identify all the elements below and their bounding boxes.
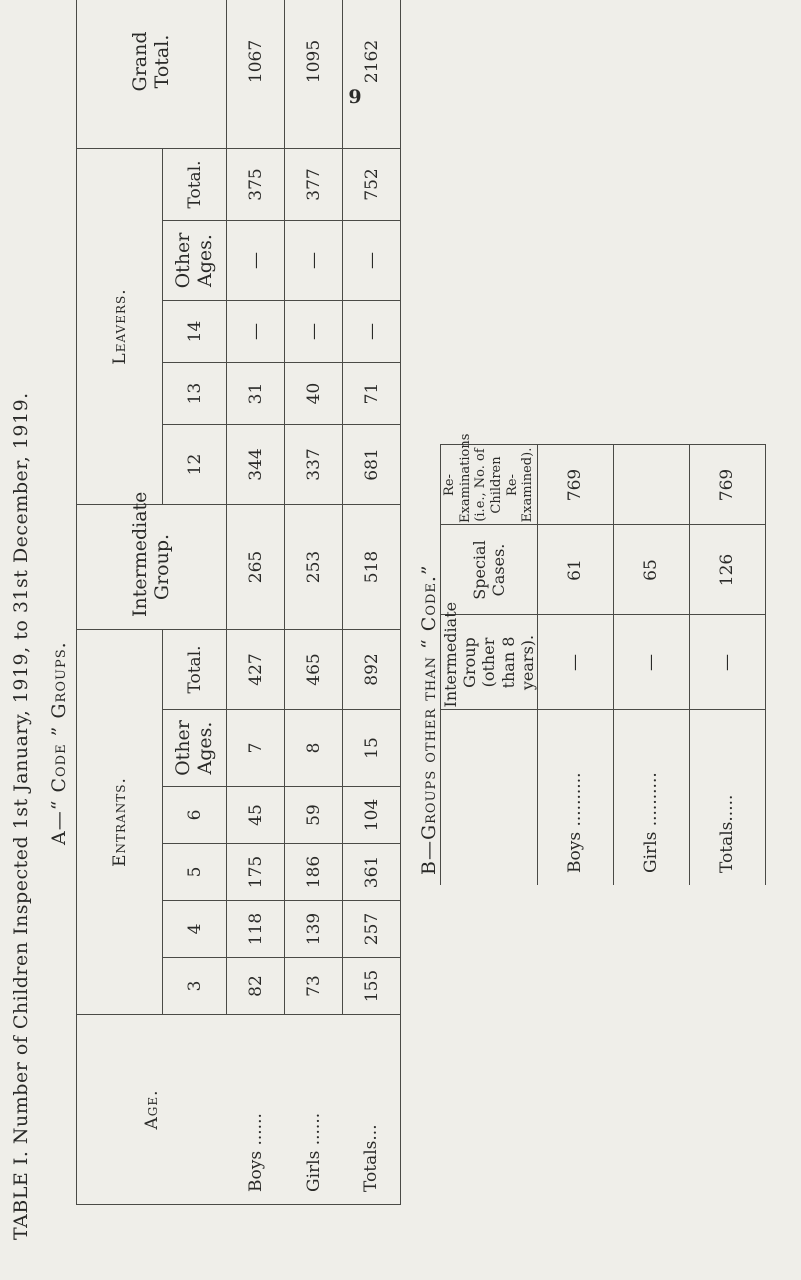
entrants-col-total: Total. bbox=[163, 630, 227, 710]
entrants-header: Entrants. bbox=[77, 630, 163, 1015]
entrants-col-3: 3 bbox=[163, 958, 227, 1015]
other-groups-table bbox=[440, 433, 766, 886]
cell: — bbox=[537, 615, 613, 710]
cell: 337 bbox=[285, 425, 343, 505]
cell: 45 bbox=[227, 787, 285, 844]
cell bbox=[613, 445, 689, 525]
leavers-col-other-text: Other Ages. bbox=[171, 232, 216, 289]
intermediate-other-header bbox=[441, 601, 538, 710]
intermediate-header bbox=[77, 491, 227, 630]
cell: 59 bbox=[285, 787, 343, 844]
entrants-col-other-text: Other Ages. bbox=[171, 720, 216, 776]
cell: 769 bbox=[689, 445, 765, 525]
table-b-caption: B—Groups other than “ Code.” bbox=[418, 564, 440, 875]
grand-total-header bbox=[77, 0, 227, 148]
cell: 892 bbox=[343, 630, 401, 710]
table-row bbox=[537, 445, 613, 885]
cell: — bbox=[227, 301, 285, 363]
cell: 104 bbox=[343, 787, 401, 844]
leavers-col-14: 14 bbox=[163, 301, 227, 363]
code-groups-table bbox=[76, 0, 401, 1205]
table-row bbox=[343, 0, 401, 1205]
intermediate-header-text: Intermediate Group. bbox=[128, 491, 173, 617]
cell: — bbox=[689, 615, 765, 710]
cell: 61 bbox=[537, 525, 613, 615]
cell: 71 bbox=[343, 363, 401, 425]
cell: 265 bbox=[227, 505, 285, 630]
entrants-col-5: 5 bbox=[163, 844, 227, 901]
cell: 769 bbox=[537, 445, 613, 525]
cell: 752 bbox=[343, 148, 401, 220]
entrants-col-other bbox=[163, 710, 227, 787]
table-row bbox=[689, 445, 765, 885]
cell: 82 bbox=[227, 958, 285, 1015]
leavers-header: Leavers. bbox=[77, 148, 163, 504]
grand-total-header-text: Grand Total. bbox=[128, 31, 173, 92]
cell: 8 bbox=[285, 710, 343, 787]
leavers-col-total: Total. bbox=[163, 148, 227, 220]
table-subtitle: A—“ Code ” Groups. bbox=[48, 641, 70, 845]
cell: 31 bbox=[227, 363, 285, 425]
cell: 155 bbox=[343, 958, 401, 1015]
cell: 375 bbox=[227, 148, 285, 220]
cell: 15 bbox=[343, 710, 401, 787]
cell: 1067 bbox=[227, 0, 285, 148]
cell: 681 bbox=[343, 425, 401, 505]
cell: — bbox=[227, 221, 285, 301]
cell: — bbox=[285, 221, 343, 301]
row-label: Girls ...... bbox=[285, 1015, 343, 1205]
special-cases-header-text: Special Cases. bbox=[469, 540, 508, 600]
cell: 465 bbox=[285, 630, 343, 710]
cell: 1095 bbox=[285, 0, 343, 148]
row-label: Girls .......... bbox=[613, 710, 689, 885]
cell: — bbox=[343, 301, 401, 363]
table-row bbox=[227, 0, 285, 1205]
table-row bbox=[613, 445, 689, 885]
cell: 427 bbox=[227, 630, 285, 710]
intermediate-other-header-text: Intermediate Group (other than 8 years). bbox=[441, 601, 537, 708]
cell: 361 bbox=[343, 844, 401, 901]
page-number: 9 bbox=[348, 86, 362, 108]
cell: 65 bbox=[613, 525, 689, 615]
row-label: Totals..... bbox=[689, 710, 765, 885]
cell: — bbox=[613, 615, 689, 710]
cell: 118 bbox=[227, 901, 285, 958]
label-header bbox=[441, 710, 538, 885]
leavers-col-other bbox=[163, 221, 227, 301]
re-examinations-header bbox=[441, 433, 538, 525]
cell: — bbox=[285, 301, 343, 363]
cell: 126 bbox=[689, 525, 765, 615]
entrants-col-4: 4 bbox=[163, 901, 227, 958]
table-row bbox=[285, 0, 343, 1205]
cell: 186 bbox=[285, 844, 343, 901]
cell: 40 bbox=[285, 363, 343, 425]
leavers-col-13: 13 bbox=[163, 363, 227, 425]
row-label: Totals... bbox=[343, 1015, 401, 1205]
cell: 175 bbox=[227, 844, 285, 901]
cell: 518 bbox=[343, 505, 401, 630]
cell: 377 bbox=[285, 148, 343, 220]
cell: 2162 bbox=[343, 0, 401, 148]
re-examinations-header-text: Re-Examinations (i.e., No. of Children Re-Examined). bbox=[442, 433, 536, 523]
cell: 344 bbox=[227, 425, 285, 505]
entrants-col-6: 6 bbox=[163, 787, 227, 844]
row-label: Boys ...... bbox=[227, 1015, 285, 1205]
cell: 73 bbox=[285, 958, 343, 1015]
age-header: Age. bbox=[77, 1015, 227, 1205]
cell: 257 bbox=[343, 901, 401, 958]
table-title: TABLE I. Number of Children Inspected 1st January, 1919, to 31st December, 1919. bbox=[10, 392, 32, 1240]
cell: 253 bbox=[285, 505, 343, 630]
cell: — bbox=[343, 221, 401, 301]
row-label: Boys .......... bbox=[537, 710, 613, 885]
cell: 7 bbox=[227, 710, 285, 787]
leavers-col-12: 12 bbox=[163, 425, 227, 505]
cell: 139 bbox=[285, 901, 343, 958]
